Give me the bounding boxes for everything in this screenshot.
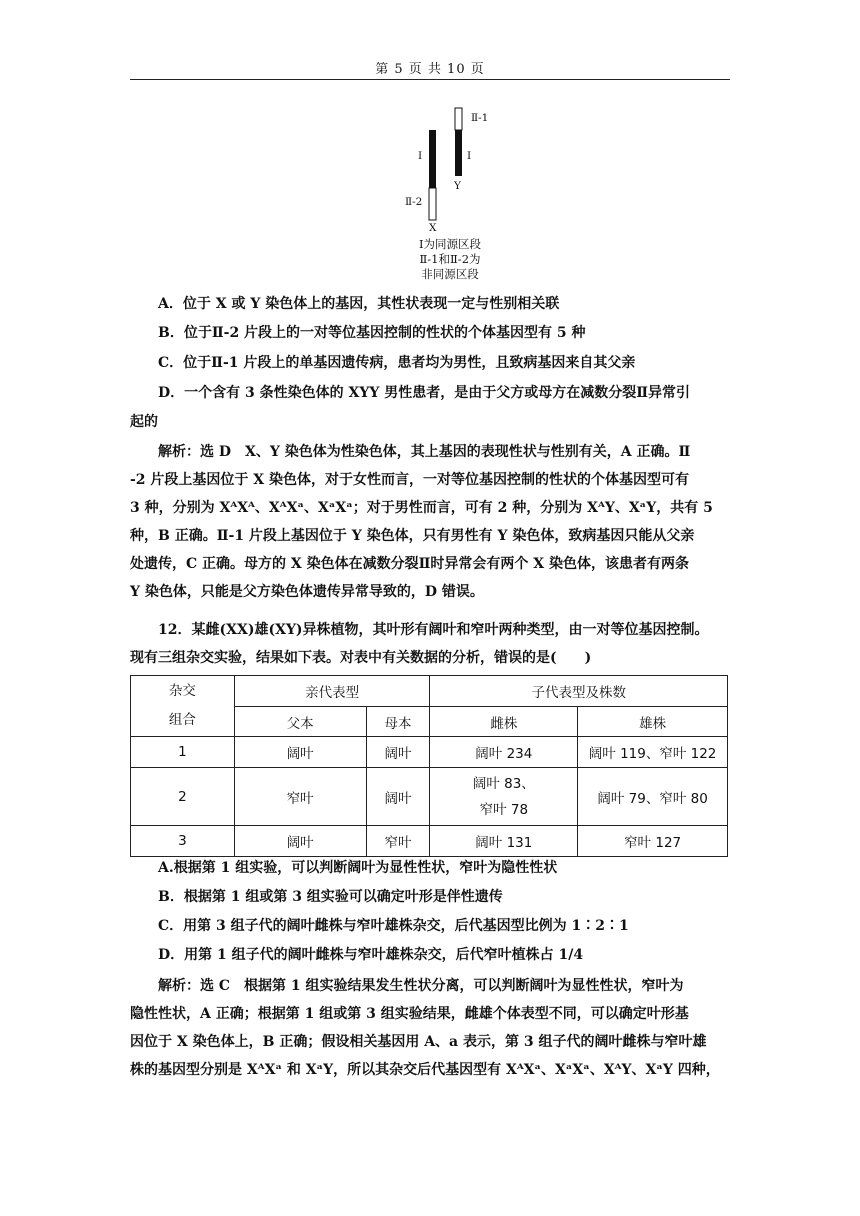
- q12-analysis-line: 隐性性状，A 正确；根据第 1 组或第 3 组实验结果，雌雄个体表型不同，可以确定叶形基: [130, 1006, 689, 1022]
- q12-stem-line1: 12．某雌(XX)雄(XY)异株植物，其叶形有阔叶和窄叶两种类型，由一对等位基因控制。: [158, 622, 709, 638]
- header-rule: [130, 79, 730, 80]
- q11-analysis-line: Y 染色体，只能是父方染色体遗传异常导致的，D 错误。: [130, 584, 484, 600]
- header-offspring: 子代表型及株数: [430, 676, 728, 707]
- y-chromosome-region-II1: [455, 108, 462, 130]
- q12-analysis-line: 株的基因型分别是 XᴬXᵃ 和 XᵃY，所以其杂交后代基因型有 XᴬXᵃ、XᵃXᵃ、XᴬY、XᵃY 四种，: [130, 1062, 720, 1078]
- q11-option-c: C．位于Ⅱ-1 片段上的单基因遗传病，患者均为男性，且致病基因来自其父亲: [158, 355, 636, 371]
- x-chromosome-region-I: [429, 130, 436, 188]
- table-header-row: [131, 676, 728, 707]
- cross-results-table: [130, 675, 728, 857]
- q12-option-d: D．用第 1 组子代的阔叶雌株与窄叶雄株杂交，后代窄叶植株占 1/4: [158, 947, 584, 963]
- table-row: 2 窄叶 阔叶 阔叶 83、 窄叶 78 阔叶 79、窄叶 80: [131, 768, 728, 826]
- q11-option-d-line1: D．一个含有 3 条性染色体的 XYY 男性患者，是由于父方或母方在减数分裂Ⅱ异常引: [158, 385, 691, 401]
- q12-analysis: [130, 972, 730, 1084]
- y-chromosome-region-I: [455, 130, 462, 176]
- label-x: X: [429, 222, 437, 234]
- q11-analysis-line: -2 片段上基因位于 X 染色体，对于女性而言，一对等位基因控制的性状的个体基因型可有: [130, 472, 690, 488]
- label-y: Y: [454, 180, 461, 192]
- q11-analysis-line: 种，B 正确。Ⅱ-1 片段上基因位于 Y 染色体，只有男性有 Y 染色体，致病基因只能从父亲: [130, 528, 695, 544]
- q11-analysis: [130, 438, 730, 606]
- label-i-right: Ⅰ: [467, 150, 472, 162]
- page-header: 第 5 页 共 10 页: [375, 62, 485, 77]
- header-parent: 亲代表型: [234, 676, 430, 707]
- header-father: 父本: [234, 707, 366, 737]
- q12-stem-line2: 现有三组杂交实验，结果如下表。对表中有关数据的分析，错误的是( ): [130, 650, 592, 666]
- q11-analysis-line: 3 种，分别为 XᴬXᴬ、XᴬXᵃ、XᵃXᵃ；对于男性而言，可有 2 种，分别为 XᴬY、XᵃY，共有 5: [130, 500, 713, 516]
- x-chromosome-region-II2: [429, 188, 436, 220]
- table-row: 1 阔叶 阔叶 阔叶 234 阔叶 119、窄叶 122: [131, 737, 728, 768]
- header-group: 杂交 组合: [131, 676, 235, 737]
- q12-option-b: B．根据第 1 组或第 3 组实验可以确定叶形是伴性遗传: [158, 889, 503, 905]
- figure-caption-1: Ⅰ为同源区段: [418, 237, 482, 251]
- q11-option-b: B．位于Ⅱ-2 片段上的一对等位基因控制的性状的个体基因型有 5 种: [158, 325, 586, 341]
- header-male: 雄株: [578, 707, 728, 737]
- table-row: 3 阔叶 窄叶 阔叶 131 窄叶 127: [131, 826, 728, 857]
- chromosome-figure: [395, 104, 505, 284]
- label-i-left: Ⅰ: [418, 150, 423, 162]
- q11-analysis-line: 处遗传，C 正确。母方的 X 染色体在减数分裂Ⅱ时异常会有两个 X 染色体，该患者有两条: [130, 556, 690, 572]
- q11-option-a: A．位于 X 或 Y 染色体上的基因，其性状表现一定与性别相关联: [158, 296, 560, 312]
- header-mother: 母本: [366, 707, 430, 737]
- q11-option-d-line2: 起的: [130, 414, 158, 430]
- q12-analysis-line: 因位于 X 染色体上，B 正确；假设相关基因用 A、a 表示，第 3 组子代的阔叶雌株与窄叶雄: [130, 1034, 707, 1050]
- figure-caption-3: 非同源区段: [421, 267, 479, 281]
- label-ii-2: Ⅱ-2: [405, 196, 423, 208]
- figure-caption-2: Ⅱ-1和Ⅱ-2为: [419, 252, 481, 266]
- q12-option-c: C．用第 3 组子代的阔叶雌株与窄叶雄株杂交，后代基因型比例为 1∶2∶1: [158, 918, 629, 934]
- q11-analysis-line: 解析：选 D X、Y 染色体为性染色体，其上基因的表现性状与性别有关，A 正确。Ⅱ: [158, 444, 691, 460]
- table-cell-female: 阔叶 83、 窄叶 78: [430, 768, 578, 826]
- label-ii-1: Ⅱ-1: [471, 112, 489, 124]
- header-female: 雌株: [430, 707, 578, 737]
- q12-analysis-line: 解析：选 C 根据第 1 组实验结果发生性状分离，可以判断阔叶为显性性状，窄叶为: [158, 978, 684, 994]
- q12-option-a: A.根据第 1 组实验，可以判断阔叶为显性性状，窄叶为隐性性状: [158, 860, 558, 876]
